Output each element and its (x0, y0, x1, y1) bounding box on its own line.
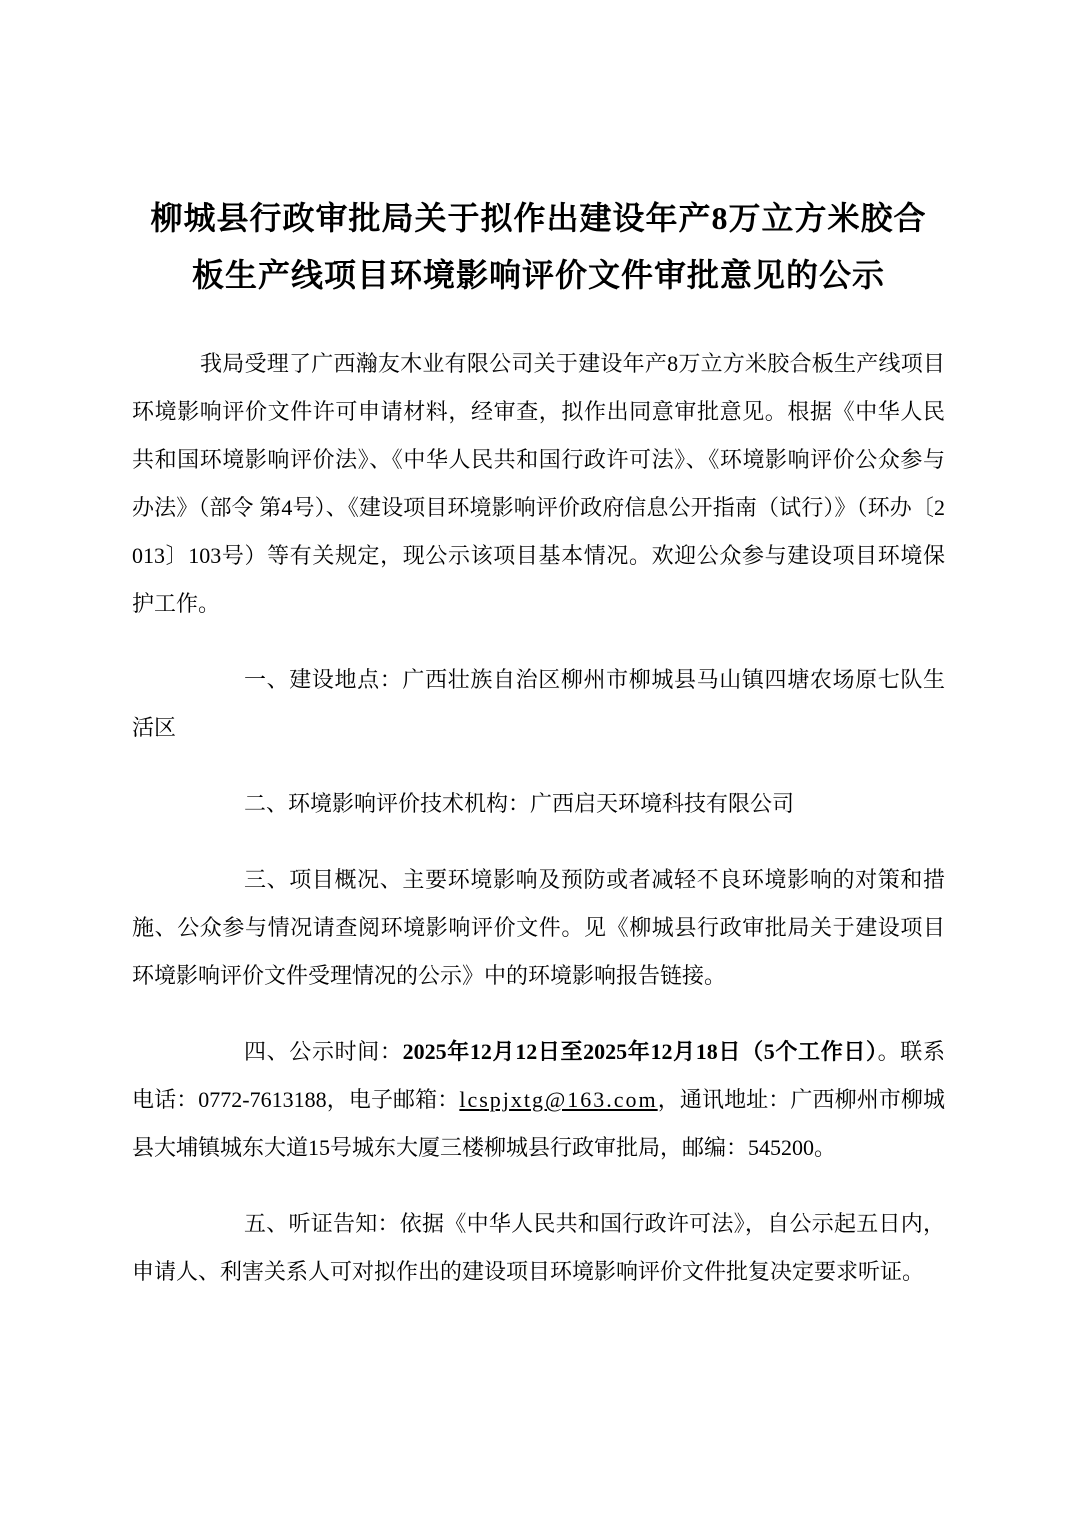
section-eia-agency: 二、环境影响评价技术机构：广西启天环境科技有限公司 (244, 791, 795, 816)
contact-info-before-email: 。联系电话：0772-7613188，电子邮箱： (132, 1039, 945, 1112)
section-construction-location: 一、建设地点：广西壮族自治区柳州市柳城县马山镇四塘农场原七队生活区 (132, 667, 945, 740)
section-publicity-period (132, 1028, 945, 1172)
document-title-line2: 板生产线项目环境影响评价文件审批意见的公示 (191, 257, 885, 293)
document-title-line1: 柳城县行政审批局关于拟作出建设年产8万立方米胶合 (150, 200, 927, 236)
section-project-overview: 三、项目概况、主要环境影响及预防或者减轻不良环境影响的对策和措施、公众参与情况请查阅环境影响评价文件。见《柳城县行政审批局关于建设项目环境影响评价文件受理情况的公示》中的环境影响报告链接。 (132, 867, 945, 988)
publicity-period-label: 四、公示时间： (244, 1039, 403, 1064)
email-link[interactable]: lcspjxtg@163.com (459, 1087, 658, 1112)
document-title (132, 190, 945, 304)
publicity-period-dates: 2025年12月12日至2025年12月18日（5个工作日） (402, 1039, 878, 1064)
section-hearing-notice: 五、听证告知：依据《中华人民共和国行政许可法》，自公示起五日内，申请人、利害关系人可对拟作出的建设项目环境影响评价文件批复决定要求听证。 (132, 1211, 945, 1284)
contact-info-after-email: ，通讯地址：广西柳州市柳城县大埔镇城东大道15号城东大厦三楼柳城县行政审批局，邮编：545200。 (132, 1087, 945, 1160)
intro-paragraph: 我局受理了广西瀚友木业有限公司关于建设年产8万立方米胶合板生产线项目环境影响评价文件许可申请材料，经审查，拟作出同意审批意见。根据《中华人民共和国环境影响评价法》、《中华人民共和国行政许可法》、《环境影响评价公众参与办法》（部令 第4号）、《建设项目环境影响评价政府信息公开指南（试行）》（环办〔2013〕103号）等有关规定，现公示该项目基本情况。欢迎公众参与建设项目环境保护工作。 (132, 351, 945, 616)
